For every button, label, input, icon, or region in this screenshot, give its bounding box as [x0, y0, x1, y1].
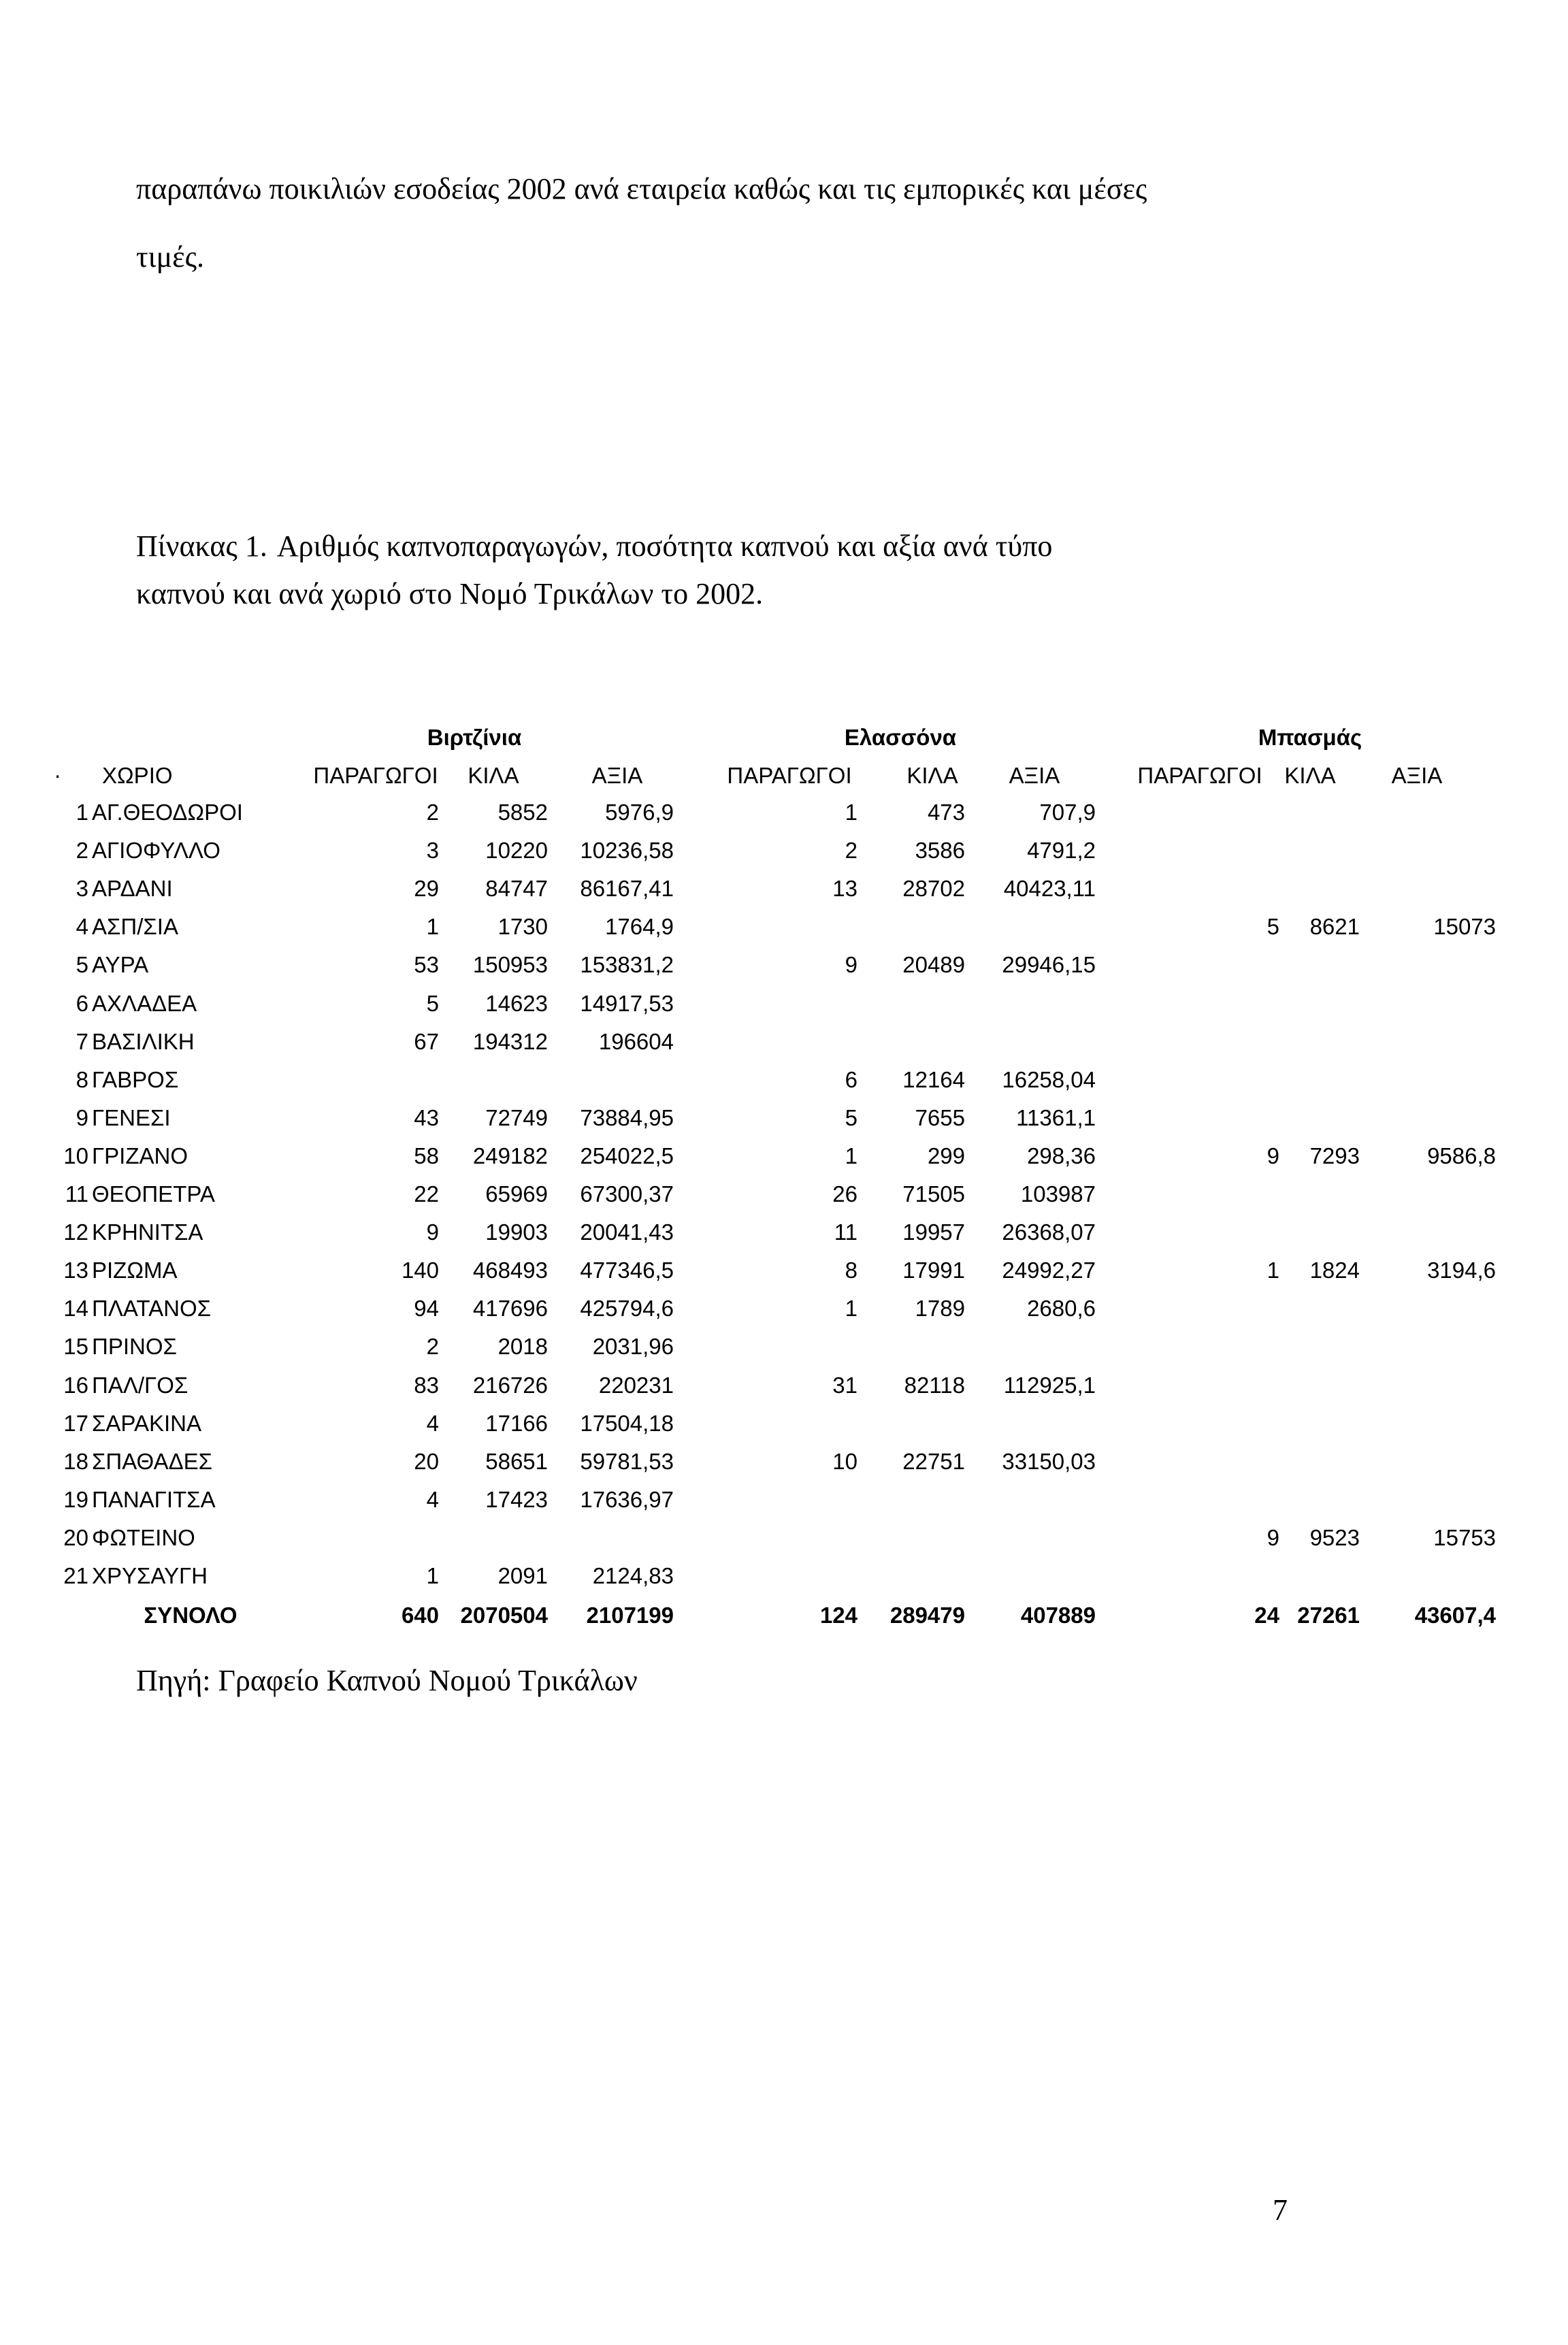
village-name: ΠΑΝΑΓΙΤΣΑ	[92, 1486, 216, 1512]
column-header: ΠΑΡΑΓΩΓΟΙ	[727, 763, 852, 788]
table-cell: 1	[426, 914, 439, 940]
total-label: ΣΥΝΟΛΟ	[144, 1603, 238, 1628]
table-cell: 43	[414, 1104, 439, 1130]
table-cell: 1	[845, 800, 858, 825]
column-header: ΑΞΙΑ	[591, 763, 643, 788]
table-cell: 29	[414, 876, 439, 902]
table-cell: 15073	[1433, 914, 1496, 940]
table-cell: 216726	[472, 1372, 548, 1398]
table-cell: 59781,53	[580, 1448, 674, 1474]
table-cell: 2018	[497, 1334, 548, 1360]
table-cell: 20041,43	[580, 1219, 674, 1245]
table-cell: 86167,41	[580, 876, 674, 902]
row-number: 18	[63, 1448, 88, 1474]
table-cell: 28702	[902, 876, 965, 902]
table-cell: 5852	[497, 800, 548, 825]
table-cell: 1824	[1309, 1258, 1360, 1283]
total-cell: 43607,4	[1414, 1603, 1496, 1628]
table-cell: 1	[426, 1563, 439, 1588]
table-cell: 65969	[485, 1181, 548, 1207]
table-cell: 9	[426, 1219, 439, 1245]
table-cell: 12164	[902, 1066, 965, 1092]
table-cell: 220231	[598, 1372, 674, 1398]
village-name: ΣΠΑΘΑΔΕΣ	[92, 1448, 213, 1474]
table-cell: 84747	[485, 876, 548, 902]
group-header: Ελασσόνα	[844, 725, 957, 750]
row-number: 9	[76, 1104, 88, 1130]
table-cell: 1764,9	[605, 914, 674, 940]
table-cell: 140	[401, 1258, 439, 1283]
total-cell: 289479	[889, 1603, 965, 1628]
village-name: ΑΥΡΑ	[92, 952, 149, 978]
data-table	[0, 715, 1568, 1633]
table-cell: 3	[426, 838, 439, 864]
table-cell: 254022,5	[580, 1143, 674, 1168]
table-cell: 1730	[497, 914, 548, 940]
table-cell: 2124,83	[592, 1563, 674, 1588]
table-cell: 2	[845, 838, 858, 864]
row-number: 14	[63, 1296, 88, 1322]
table-cell: 73884,95	[580, 1104, 674, 1130]
table-cell: 31	[832, 1372, 858, 1398]
intro-paragraph	[136, 155, 1429, 291]
table-cell: 15753	[1433, 1524, 1496, 1550]
total-cell: 407889	[1020, 1603, 1096, 1628]
total-cell: 27261	[1297, 1603, 1360, 1628]
table-cell: 29946,15	[1002, 952, 1096, 978]
table-cell: 5	[426, 990, 439, 1016]
table-cell: 17636,97	[580, 1486, 674, 1512]
caption-line-2: καπνού και ανά χωριό στο Νομό Τρικάλων το 2002.	[136, 577, 764, 610]
stray-mark: .	[54, 757, 61, 783]
village-name: ΧΡΥΣΑΥΓΗ	[92, 1563, 208, 1588]
table-cell: 17504,18	[580, 1410, 674, 1436]
table-cell: 2091	[497, 1563, 548, 1588]
row-number: 12	[63, 1219, 88, 1245]
table-cell: 3586	[915, 838, 965, 864]
table-cell: 58651	[485, 1448, 548, 1474]
table-cell: 17166	[485, 1410, 548, 1436]
table-cell: 20489	[902, 952, 965, 978]
table-cell: 1789	[915, 1296, 965, 1322]
table-cell: 40423,11	[1003, 876, 1096, 902]
table-cell: 468493	[472, 1258, 548, 1283]
village-name: ΑΡΔΑΝΙ	[92, 876, 173, 902]
table-caption	[136, 523, 1429, 618]
village-name: ΡΙΖΩΜΑ	[92, 1258, 178, 1283]
intro-line-1: παραπάνω ποικιλιών εσοδείας 2002 ανά εταιρεία καθώς και τις εμπορικές και μέσες	[136, 172, 1147, 206]
caption-label: Πίνακας 1.	[136, 529, 267, 563]
table-cell: 72749	[485, 1104, 548, 1130]
row-number: 8	[76, 1066, 88, 1092]
table-cell: 94	[414, 1296, 439, 1322]
village-name: ΓΡΙΖΑΝΟ	[92, 1143, 189, 1168]
table-cell: 1	[845, 1296, 858, 1322]
column-header: ΠΑΡΑΓΩΓΟΙ	[1137, 763, 1262, 788]
total-cell: 124	[819, 1603, 858, 1628]
row-number: 6	[76, 990, 88, 1016]
table-cell: 19957	[902, 1219, 965, 1245]
page-number: 7	[1273, 2193, 1288, 2227]
total-cell: 2107199	[586, 1603, 674, 1628]
table-cell: 71505	[902, 1181, 965, 1207]
column-header: ΑΞΙΑ	[1009, 763, 1060, 788]
table-cell: 9	[1267, 1524, 1279, 1550]
column-header: ΚΙΛΑ	[1284, 763, 1336, 788]
table-cell: 14623	[485, 990, 548, 1016]
table-cell: 417696	[472, 1296, 548, 1322]
table-cell: 153831,2	[580, 952, 674, 978]
table-cell: 6	[845, 1066, 858, 1092]
table-cell: 5976,9	[605, 800, 674, 825]
table-cell: 5	[845, 1104, 858, 1130]
total-cell: 640	[401, 1603, 439, 1628]
column-header: ΑΞΙΑ	[1391, 763, 1443, 788]
table-cell: 8621	[1309, 914, 1360, 940]
table-cell: 2031,96	[592, 1334, 674, 1360]
village-name: ΑΣΠ/ΣΙΑ	[92, 914, 178, 940]
table-cell: 26	[832, 1181, 858, 1207]
group-header: Βιρτζίνια	[427, 725, 522, 750]
table-cell: 5	[1267, 914, 1279, 940]
village-name: ΑΓΙΟΦΥΛΛΟ	[92, 838, 220, 864]
table-cell: 298,36	[1027, 1143, 1096, 1168]
village-name: ΓΑΒΡΟΣ	[92, 1066, 179, 1092]
table-cell: 22751	[902, 1448, 965, 1474]
row-number: 16	[63, 1372, 88, 1398]
table-cell: 473	[927, 800, 965, 825]
table-cell: 17991	[902, 1258, 965, 1283]
table-cell: 11	[834, 1219, 858, 1245]
table-cell: 249182	[472, 1143, 548, 1168]
village-name: ΑΓ.ΘΕΟΔΩΡΟΙ	[92, 800, 243, 825]
table-cell: 1	[1267, 1258, 1279, 1283]
row-number: 7	[76, 1028, 88, 1054]
table-cell: 22	[414, 1181, 439, 1207]
row-number: 19	[63, 1486, 88, 1512]
caption-line-1: Αριθμός καπνοπαραγωγών, ποσότητα καπνού και αξία ανά τύπο	[276, 529, 1053, 563]
table-cell: 24992,27	[1002, 1258, 1096, 1283]
table-cell: 53	[414, 952, 439, 978]
village-name: ΣΑΡΑΚΙΝΑ	[92, 1410, 202, 1436]
table-cell: 3194,6	[1427, 1258, 1496, 1283]
table-cell: 20	[414, 1448, 439, 1474]
column-header: ΠΑΡΑΓΩΓΟΙ	[313, 763, 438, 788]
row-number: 17	[63, 1410, 88, 1436]
row-number: 3	[76, 876, 88, 902]
group-header: Μπασμάς	[1258, 725, 1362, 750]
village-name: ΦΩΤΕΙΝΟ	[92, 1524, 195, 1550]
table-cell: 299	[927, 1143, 965, 1168]
table-cell: 2	[426, 800, 439, 825]
row-number: 1	[76, 800, 88, 825]
table-cell: 7655	[915, 1104, 965, 1130]
table-cell: 103987	[1020, 1181, 1096, 1207]
column-header: ΚΙΛΑ	[468, 763, 519, 788]
row-number: 2	[76, 838, 88, 864]
table-cell: 7293	[1309, 1143, 1360, 1168]
table-cell: 1	[845, 1143, 858, 1168]
table-cell: 477346,5	[580, 1258, 674, 1283]
table-cell: 4791,2	[1027, 838, 1096, 864]
table-cell: 194312	[472, 1028, 548, 1054]
total-cell: 24	[1254, 1603, 1279, 1628]
row-number: 10	[63, 1143, 88, 1168]
row-number: 15	[63, 1334, 88, 1360]
table-cell: 33150,03	[1002, 1448, 1096, 1474]
table-cell: 83	[414, 1372, 439, 1398]
table-cell: 4	[426, 1486, 439, 1512]
row-number: 20	[63, 1524, 88, 1550]
table-cell: 425794,6	[580, 1296, 674, 1322]
table-cell: 26368,07	[1002, 1219, 1096, 1245]
table-cell: 9	[1267, 1143, 1279, 1168]
village-name: ΠΛΑΤΑΝΟΣ	[92, 1296, 212, 1322]
table-cell: 19903	[485, 1219, 548, 1245]
table-cell: 10	[832, 1448, 858, 1474]
table-cell: 16258,04	[1002, 1066, 1096, 1092]
table-cell: 8	[845, 1258, 858, 1283]
village-name: ΒΑΣΙΛΙΚΗ	[92, 1028, 195, 1054]
table-cell: 196604	[598, 1028, 674, 1054]
village-name: ΑΧΛΑΔΕΑ	[92, 990, 197, 1016]
table-cell: 58	[414, 1143, 439, 1168]
table-cell: 9586,8	[1427, 1143, 1496, 1168]
table-cell: 112925,1	[1003, 1372, 1096, 1398]
table-cell: 17423	[485, 1486, 548, 1512]
table-cell: 2	[426, 1334, 439, 1360]
total-cell: 2070504	[460, 1603, 548, 1628]
table-cell: 67	[414, 1028, 439, 1054]
column-header-village: ΧΩΡΙΟ	[102, 763, 173, 788]
table-cell: 67300,37	[580, 1181, 674, 1207]
row-number: 13	[63, 1258, 88, 1283]
village-name: ΚΡΗΝΙΤΣΑ	[92, 1219, 203, 1245]
row-number: 5	[76, 952, 88, 978]
table-cell: 9	[845, 952, 858, 978]
table-cell: 2680,6	[1027, 1296, 1096, 1322]
table-cell: 14917,53	[580, 990, 674, 1016]
intro-line-2: τιμές.	[136, 240, 205, 274]
table-cell: 707,9	[1039, 800, 1096, 825]
village-name: ΓΕΝΕΣΙ	[92, 1104, 171, 1130]
row-number: 21	[63, 1563, 88, 1588]
source-note: Πηγή: Γραφείο Καπνού Νομού Τρικάλων	[136, 1664, 638, 1697]
table-cell: 82118	[904, 1372, 965, 1398]
table-cell: 9523	[1309, 1524, 1360, 1550]
table-cell: 150953	[472, 952, 548, 978]
table-cell: 4	[426, 1410, 439, 1436]
table-cell: 10236,58	[580, 838, 674, 864]
row-number: 11	[65, 1181, 88, 1207]
table-cell: 11361,1	[1016, 1104, 1096, 1130]
village-name: ΠΑΛ/ΓΟΣ	[92, 1372, 189, 1398]
table-cell: 13	[832, 876, 858, 902]
village-name: ΘΕΟΠΕΤΡΑ	[92, 1181, 215, 1207]
row-number: 4	[76, 914, 88, 940]
column-header: ΚΙΛΑ	[906, 763, 958, 788]
table-cell: 10220	[485, 838, 548, 864]
village-name: ΠΡΙΝΟΣ	[92, 1334, 177, 1360]
